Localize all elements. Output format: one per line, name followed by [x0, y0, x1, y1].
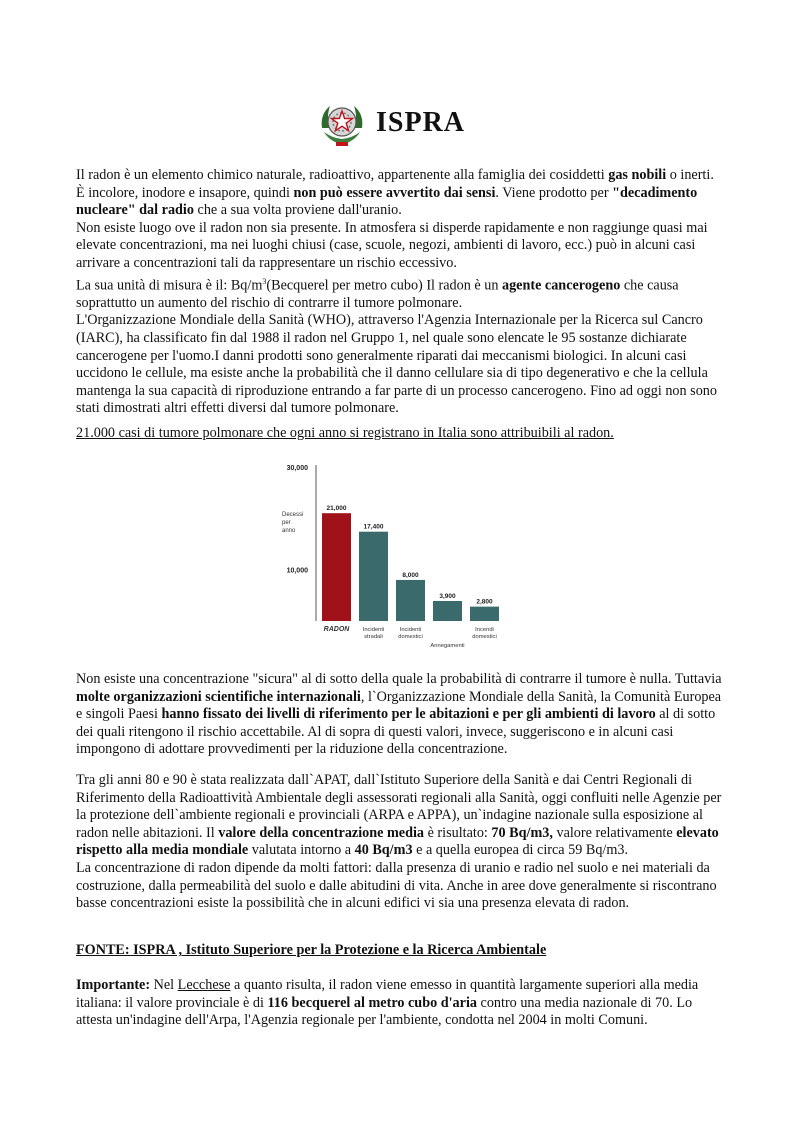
section-4: Importante: Nel Lecchese a quanto risulta, il radon viene emesso in quantità largamente superiori alla media italiana: il valore provinciale è di 116 becquerel al metro cubo d'aria contro una media nazionale di 70. Lo attesta un'indagine dell'Arpa, l'Agenzia regionale per l'ambiente, condotta nel 2004 in molti Comuni.	[76, 977, 699, 1029]
category-label: Incidenti	[399, 627, 422, 633]
ispra-logo	[316, 98, 465, 148]
intro-paragraph-2: Non esiste luogo ove il radon non sia presente. In atmosfera si disperde rapidamente e non raggiunge quasi mai elevate concentrazioni, ma nei luoghi chiusi (case, scuole, negozi, ambienti di lavoro, ecc.) può in alcuni casi arrivare a concentrazioni tali da rappresentare un rischio eccessivo.	[76, 219, 708, 271]
y-tick-label: 10,000	[286, 567, 308, 575]
category-label: RADON	[323, 626, 350, 633]
section-3	[76, 772, 726, 913]
category-label: domestici	[398, 634, 423, 640]
bar-3	[396, 580, 425, 621]
category-label: Incendi	[475, 627, 494, 633]
y-axis-label: anno	[282, 528, 296, 534]
intro-paragraph-4: L'Organizzazione Mondiale della Sanità (WHO), attraverso l'Agenzia Internazionale per la Ricerca sul Cancro (IARC), ha classificato fin dal 1988 il radon nel Gruppo 1, nel quale sono elencate le 95 sostanze dichiarate cancerogene per l'uomo.I danni prodotti sono generalmente riparati dai meccanismi biologici. In alcuni casi uccidono le cellule, ma esiste anche la probabilità che il danno cellulare sia di tipo degenerativo e che la cellula mantenga la sua capacità di riproduzione entrando a far parte di un processo cancerogeno. Fino ad oggi non sono stati dimostrati altri effetti diversi dal tumore polmonare.	[76, 312, 717, 417]
value-label: 17,400	[363, 523, 384, 531]
bar-4	[433, 601, 462, 621]
value-label: 8,000	[402, 571, 419, 579]
section-2: Non esiste una concentrazione "sicura" al di sotto della quale la probabilità di contrarre il tumore è nulla. Tuttavia molte organizzazioni scientifiche internazionali, l`Organizzazione Mondiale della Sanità, la Comunità Europea e singoli Paesi hanno fissato dei livelli di riferimento per le abitazioni e per gli ambienti di lavoro al di sotto dei quali ritengono il rischio accettabile. Al di sopra di questi valori, invece, suggeriscono e in alcuni casi impongono di adottare provvedimenti per la riduzione della concentrazione.	[76, 671, 722, 758]
value-label: 2,800	[476, 598, 493, 606]
source-line: FONTE: ISPRA , Istituto Superiore per la Protezione e la Ricerca Ambientale	[76, 942, 547, 958]
category-label: Annegamenti	[430, 643, 465, 649]
headline: 21.000 casi di tumore polmonare che ogni anno si registrano in Italia sono attribuibili al radon.	[76, 425, 614, 441]
category-label: Incidenti	[362, 627, 385, 633]
y-axis-label: Decessi	[282, 512, 304, 518]
intro-paragraph-3: La sua unità di misura è il: $Bq/m^3(Becquerel$ per metro cubo) Il radon è un agente cancerogeno che causa soprattutto un aumento del rischio di contrarre il tumore polmonare.	[76, 276, 679, 311]
italian-emblem-icon	[316, 98, 368, 148]
intro-section	[76, 167, 726, 418]
deaths-bar-chart	[270, 455, 540, 649]
intro-paragraph-1: Il radon è un elemento chimico naturale, radioattivo, appartenente alla famiglia dei cosiddetti gas nobili o inerti. È incolore, inodore e insapore, quindi non può essere avvertito dai sensi. Viene prodotto per "decadimento nucleare" dal radio che a sua volta proviene dall'uranio.	[76, 167, 714, 219]
y-tick-label: 30,000	[286, 465, 308, 472]
category-label: domestici	[472, 634, 497, 640]
section-3-paragraph-2: La concentrazione di radon dipende da molti fattori: dalla presenza di uranio e radio nel suolo e nei materiali da costruzione, dalla permeabilità del suolo e dalle abitudini di vita. Anche in aree dove generalmente si riscontrano basse concentrazioni esiste la possibilità che in alcuni edifici vi sia una presenza elevata di radon.	[76, 859, 717, 912]
brand-name: ISPRA	[376, 107, 466, 138]
value-label: 21,000	[326, 505, 347, 513]
value-label: 3,900	[439, 592, 456, 600]
bar-1	[322, 513, 351, 621]
category-label: stradali	[364, 634, 383, 640]
bar-5	[470, 607, 499, 621]
bar-2	[359, 532, 388, 621]
section-3-paragraph-1: Tra gli anni 80 e 90 è stata realizzata dall`APAT, dall`Istituto Superiore della Sanità e dai Centri Regionali di Riferimento della Radioattività Ambientale degli assessorati regionali alla Sanità, oggi confluiti nelle Agenzie per la protezione dell`ambiente regionali e provinciali (ARPA e APPA), un`indagine nazionale sulla esposizione al radon nelle abitazioni. Il valore della concentrazione media è risultato: 70 Bq/m3, valore relativamente elevato rispetto alla media mondiale valutata intorno a 40 Bq/m3 e a quella europea di circa 59 Bq/m3.	[76, 772, 722, 859]
y-axis-label: per	[282, 520, 291, 526]
